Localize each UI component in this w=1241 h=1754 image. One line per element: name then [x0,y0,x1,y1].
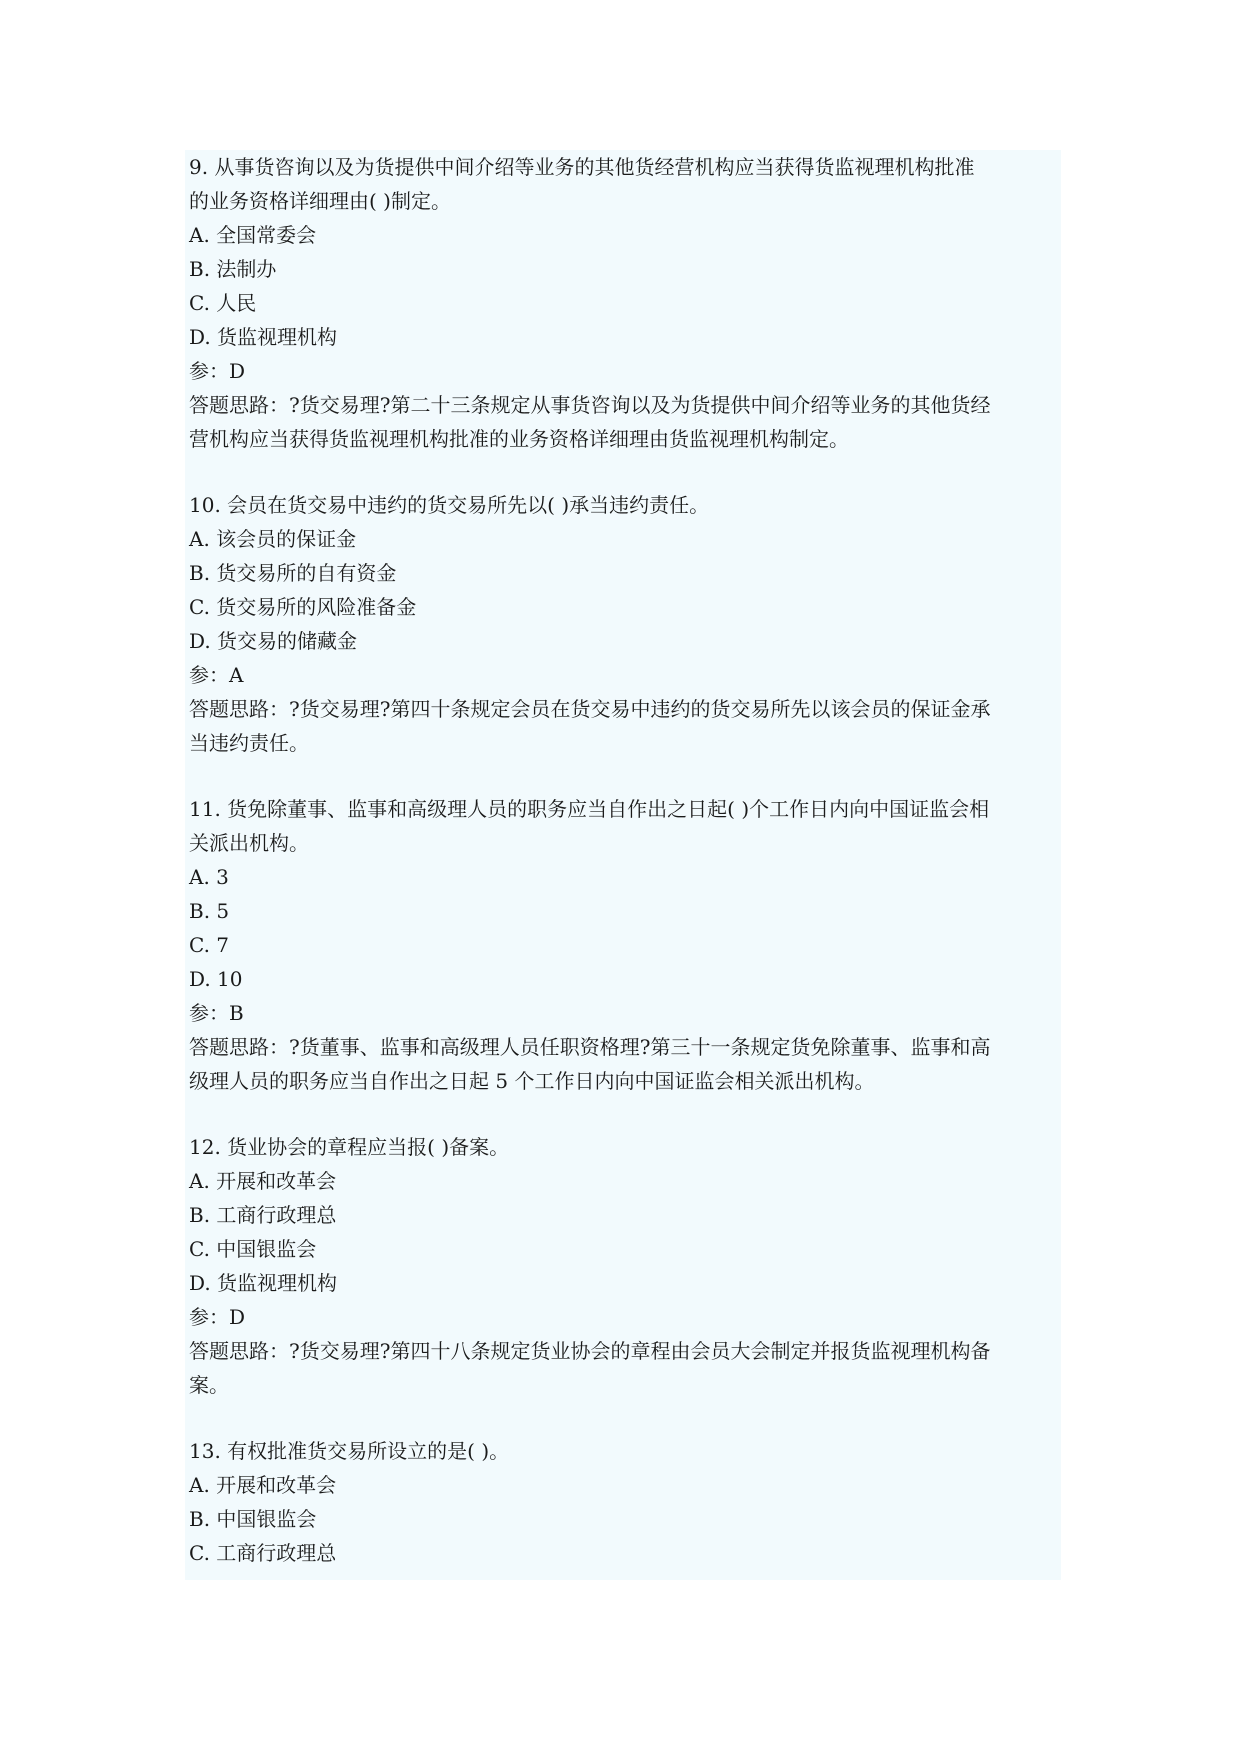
question-9 [185,150,1061,456]
option-a: A. 开展和改革会 [189,1473,337,1497]
question-stem-line: 9. 从事货咨询以及为货提供中间介绍等业务的其他货经营机构应当获得货监视理机构批准 [189,155,975,179]
explanation-line: 营机构应当获得货监视理机构批准的业务资格详细理由货监视理机构制定。 [189,427,849,451]
option-d: D. 货监视理机构 [189,325,338,349]
option-c: C. 货交易所的风险准备金 [189,595,417,619]
option-c: C. 人民 [189,291,257,315]
option-d: D. 10 [189,967,243,991]
explanation-line: 级理人员的职务应当自作出之日起 5 个工作日内向中国证监会相关派出机构。 [189,1069,875,1093]
answer-line: 参：B [189,1001,244,1025]
explanation-line: 当违约责任。 [189,731,309,755]
option-c: C. 7 [189,933,230,957]
option-c: C. 工商行政理总 [189,1541,337,1565]
question-separator [185,1402,1061,1434]
question-separator [185,456,1061,488]
option-d: D. 货监视理机构 [189,1271,338,1295]
option-b: B. 5 [189,899,230,923]
option-b: B. 中国银监会 [189,1507,317,1531]
option-c: C. 中国银监会 [189,1237,317,1261]
explanation-line: 案。 [189,1373,229,1397]
option-a: A. 该会员的保证金 [189,527,357,551]
option-a: A. 开展和改革会 [189,1169,337,1193]
question-12 [185,1130,1061,1402]
question-stem-line: 13. 有权批准货交易所设立的是( )。 [189,1439,510,1463]
question-stem-line: 的业务资格详细理由( )制定。 [189,189,451,213]
question-stem-line: 12. 货业协会的章程应当报( )备案。 [189,1135,510,1159]
question-separator [185,1098,1061,1130]
option-b: B. 法制办 [189,257,277,281]
answer-line: 参：D [189,1305,246,1329]
question-stem-line: 关派出机构。 [189,831,309,855]
question-stem-line: 10. 会员在货交易中违约的货交易所先以( )承当违约责任。 [189,493,710,517]
question-13 [185,1434,1061,1570]
answer-line: 参：A [189,663,244,687]
explanation-line: 答题思路：?货交易理?第二十三条规定从事货咨询以及为货提供中间介绍等业务的其他货经 [189,393,991,417]
option-a: A. 全国常委会 [189,223,317,247]
option-b: B. 工商行政理总 [189,1203,337,1227]
question-11 [185,792,1061,1098]
explanation-line: 答题思路：?货交易理?第四十八条规定货业协会的章程由会员大会制定并报货监视理机构备 [189,1339,991,1363]
question-10 [185,488,1061,760]
document-content [185,150,1061,1580]
answer-line: 参：D [189,359,246,383]
explanation-line: 答题思路：?货交易理?第四十条规定会员在货交易中违约的货交易所先以该会员的保证金承 [189,697,991,721]
option-b: B. 货交易所的自有资金 [189,561,397,585]
explanation-line: 答题思路：?货董事、监事和高级理人员任职资格理?第三十一条规定货免除董事、监事和高 [189,1035,991,1059]
question-separator [185,760,1061,792]
option-a: A. 3 [189,865,229,889]
option-d: D. 货交易的储藏金 [189,629,358,653]
question-stem-line: 11. 货免除董事、监事和高级理人员的职务应当自作出之日起( )个工作日内向中国证监会相 [189,797,990,821]
